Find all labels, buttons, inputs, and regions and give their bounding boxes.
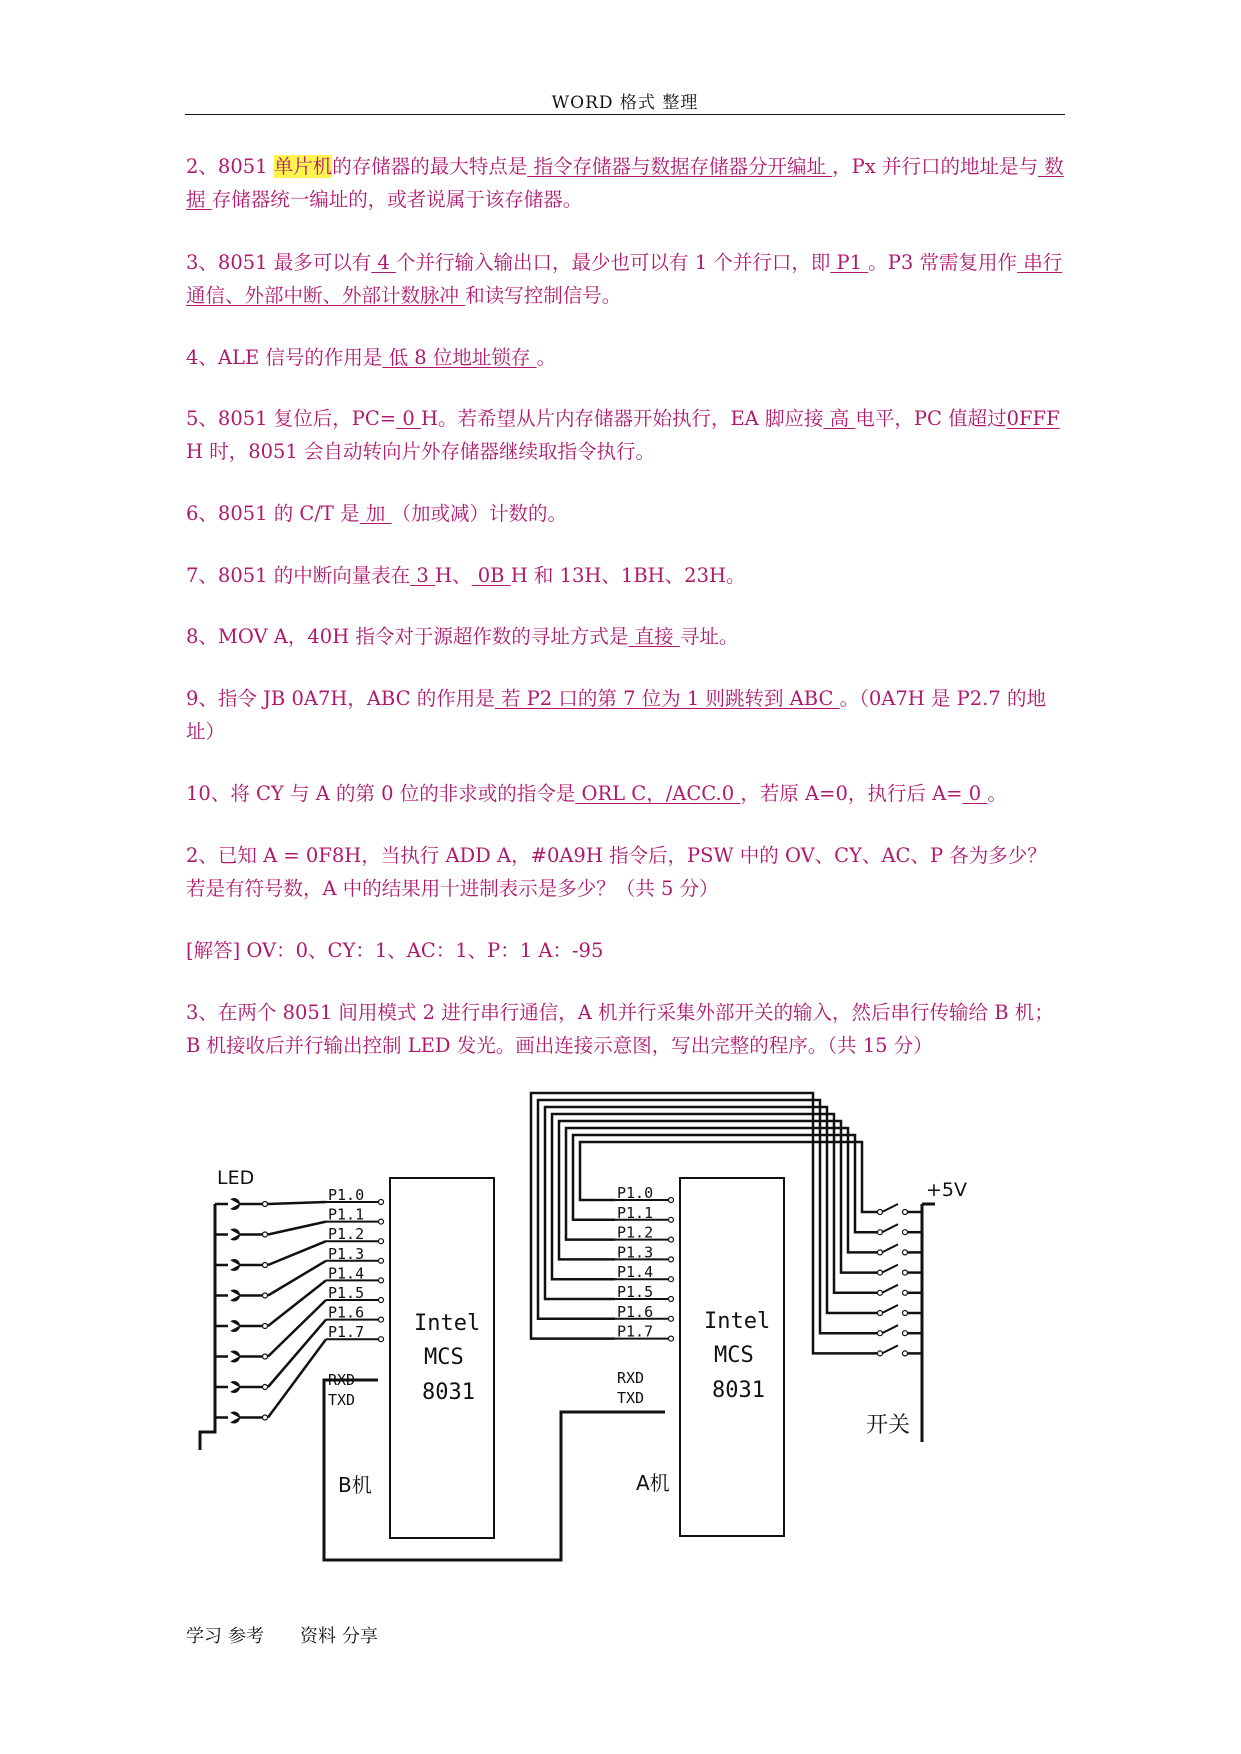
answer-blank: ORL C，/ACC.0 [575,782,741,805]
chip-a-pin-terminal-2 [669,1237,674,1242]
switch-lever-0 [882,1204,898,1212]
switch-terminal-7 [878,1351,883,1356]
chip-b-pin-0: P1.0 [328,1186,365,1204]
switch-lever-7 [882,1345,898,1353]
switch-label: 开关 [866,1413,911,1438]
chip-a-pin-2: P1.2 [617,1223,654,1242]
question-2: 2、8051 单片机的存储器的最大特点是 指令存储器与数据存储器分开编址 ，Px 并行口的地址是与 数据 存储器统一编址的，或者说属于该存储器。 [186,155,1064,211]
switch-wire-5 [545,1107,878,1313]
chip-a-pin-terminal-1 [669,1217,674,1222]
led-terminal-5 [263,1354,268,1359]
switch-lever-6 [882,1325,898,1333]
switch-contact-7 [903,1351,908,1356]
chip-a-pin-terminal-3 [669,1257,674,1262]
led-wire-3 [268,1261,326,1296]
chip-a-pin-3: P1.3 [617,1243,654,1262]
chip-a-pin-7: P1.7 [617,1322,654,1341]
answer-blank: 加 [359,502,392,525]
chip-a-line-1: Intel [704,1309,771,1334]
answer-blank: 0 [396,407,421,430]
chip-a-pin-5: P1.5 [617,1283,654,1301]
chip-b-line-1: Intel [414,1311,481,1336]
chip-b-pin-2: P1.2 [328,1225,365,1244]
switch-terminal-2 [878,1250,883,1255]
switch-terminal-5 [878,1311,883,1316]
chip-a-pin-terminal-6 [669,1316,674,1321]
machine-b-label: B机 [338,1473,372,1497]
chip-b-pin-terminal-6 [379,1317,384,1322]
question-10: 10、将 CY 与 A 的第 0 位的非求或的指令是 ORL C，/ACC.0 ，若原 A=0，执行后 A= 0 。 [186,782,1007,805]
page-footer: 学习 参考 资料 分享 [186,1626,378,1647]
switch-contact-1 [903,1230,908,1235]
chip-a-pin-terminal-0 [669,1198,674,1203]
chip-a-pin-1: P1.1 [617,1203,654,1222]
question-9: 9、指令 JB 0A7H，ABC 的作用是 若 P2 口的第 7 位为 1 则跳转到 ABC 。（0A7H 是 P2.7 的地址） [186,687,1046,743]
led-label: LED [217,1167,255,1189]
answer-blank: 0 [962,782,988,805]
chip-b-pin-7: P1.7 [328,1323,365,1342]
answer-blank: 指令存储器与数据存储器分开编址 [527,155,833,178]
chip-a-pin-4: P1.4 [617,1263,654,1282]
switch-lever-2 [882,1244,898,1252]
switch-lever-3 [882,1265,898,1273]
chip-b-pin-terminal-0 [379,1200,384,1205]
question-b3: 3、在两个 8051 间用模式 2 进行串行通信，A 机并行采集外部开关的输入，然后串行传输给 B 机；B 机接收后并行输出控制 LED 发光。画出连接示意图，写出完整的程序。（共 15 分） [186,1001,1054,1057]
switch-terminal-6 [878,1331,883,1336]
answer-blank: 串行通信、外部中断、外部计数脉冲 [186,251,1063,307]
question-3: 3、8051 最多可以有 4 个并行输入输出口，最少也可以有 1 个并行口，即 P1 。P3 常需复用作 串行通信、外部中断、外部计数脉冲 和读写控制信号。 [186,251,1063,307]
chip-b-line-3: 8031 [422,1380,475,1405]
switch-lever-4 [882,1285,898,1293]
switch-terminal-1 [878,1230,883,1235]
led-wire-1 [268,1222,326,1235]
chip-b-pin-3: P1.3 [328,1244,365,1263]
led-common-ground [200,1204,215,1450]
chip-a-rxd: RXD [617,1369,645,1387]
chip-b-pin-terminal-2 [379,1239,384,1244]
switch-contact-3 [903,1270,908,1275]
switch-lever-1 [882,1224,898,1232]
chip-a-pin-0: P1.0 [617,1184,654,1202]
chip-a-pin-terminal-7 [669,1336,674,1341]
machine-a-label: A机 [636,1471,670,1495]
question-4: 4、ALE 信号的作用是 低 8 位地址锁存 。 [186,346,557,369]
switch-contact-4 [903,1290,908,1295]
chip-a-pin-terminal-4 [669,1277,674,1282]
answer-blank: 3 [410,564,436,587]
answer-blank: 0B [471,564,511,587]
answer-blank: 若 P2 口的第 7 位为 1 则跳转到 ABC [494,687,840,710]
switch-lever-5 [882,1305,898,1313]
chip-b-line-2: MCS [424,1345,464,1370]
led-wire-4 [268,1280,326,1326]
question-8: 8、MOV A，40H 指令对于源超作数的寻址方式是 直接 寻址。 [186,625,739,648]
chip-a-pin-6: P1.6 [617,1302,654,1321]
chip-a-txd: TXD [617,1389,645,1407]
question-5: 5、8051 复位后，PC= 0 H。若希望从片内存储器开始执行，EA 脚应接 高 电平，PC 值超过0FFF H 时，8051 会自动转向片外存储器继续取指令执行。 [186,407,1060,463]
answer-blank: 0FFF [1006,407,1060,430]
highlighted-term: 单片机 [273,155,333,178]
switch-terminal-3 [878,1270,883,1275]
switch-wire-2 [566,1128,878,1252]
switch-wire-3 [559,1121,878,1273]
chip-b-pin-1: P1.1 [328,1205,365,1224]
answer-blank: 低 8 位地址锁存 [382,346,537,369]
chip-b-pin-6: P1.6 [328,1303,365,1322]
answer-blank: 直接 [628,625,680,648]
led-wire-2 [268,1241,326,1265]
answer-blank: 高 [823,407,856,430]
page-header: WORD 格式 整理 [551,93,699,113]
chip-b-pin-terminal-7 [379,1337,384,1342]
answer-blank: P1 [830,251,869,274]
chip-b-pin-4: P1.4 [328,1264,365,1283]
led-terminal-6 [263,1385,268,1390]
chip-b-txd: TXD [328,1391,356,1409]
led-terminal-3 [263,1293,268,1298]
question-7: 7、8051 的中断向量表在 3 H、 0B H 和 13H、1BH、23H。 [186,564,746,587]
vcc-label: +5V [926,1179,968,1201]
chip-b-rxd: RXD [328,1371,356,1389]
switch-terminal-0 [878,1210,883,1215]
chip-a-pin-terminal-5 [669,1297,674,1302]
switch-contact-0 [903,1210,908,1215]
led-terminal-1 [263,1232,268,1237]
chip-b-pin-terminal-5 [379,1298,384,1303]
chip-a-line-2: MCS [714,1343,754,1368]
led-terminal-7 [263,1415,268,1420]
chip-b-pin-5: P1.5 [328,1284,365,1302]
question-6: 6、8051 的 C/T 是 加 （加或减）计数的。 [186,502,568,525]
led-wire-0 [268,1202,326,1204]
chip-b-pin-terminal-1 [379,1219,384,1224]
answer-b2: [解答] OV：0、CY：1、AC：1、P：1 A：-95 [186,939,604,962]
switch-contact-6 [903,1331,908,1336]
switch-contact-5 [903,1311,908,1316]
question-b2: 2、已知 A = 0F8H，当执行 ADD A，#0A9H 指令后，PSW 中的 OV、CY、AC、P 各为多少？若是有符号数，A 中的结果用十进制表示是多少？（共 5 分） [186,844,1047,900]
chip-b-pin-terminal-4 [379,1278,384,1283]
answer-blank: 数据 [186,155,1064,211]
switch-contact-2 [903,1250,908,1255]
answer-blank: 4 [371,251,397,274]
led-terminal-4 [263,1324,268,1329]
chip-b-pin-terminal-3 [379,1258,384,1263]
switch-terminal-4 [878,1290,883,1295]
led-terminal-2 [263,1263,268,1268]
led-terminal-0 [263,1202,268,1207]
chip-a-line-3: 8031 [712,1378,765,1403]
